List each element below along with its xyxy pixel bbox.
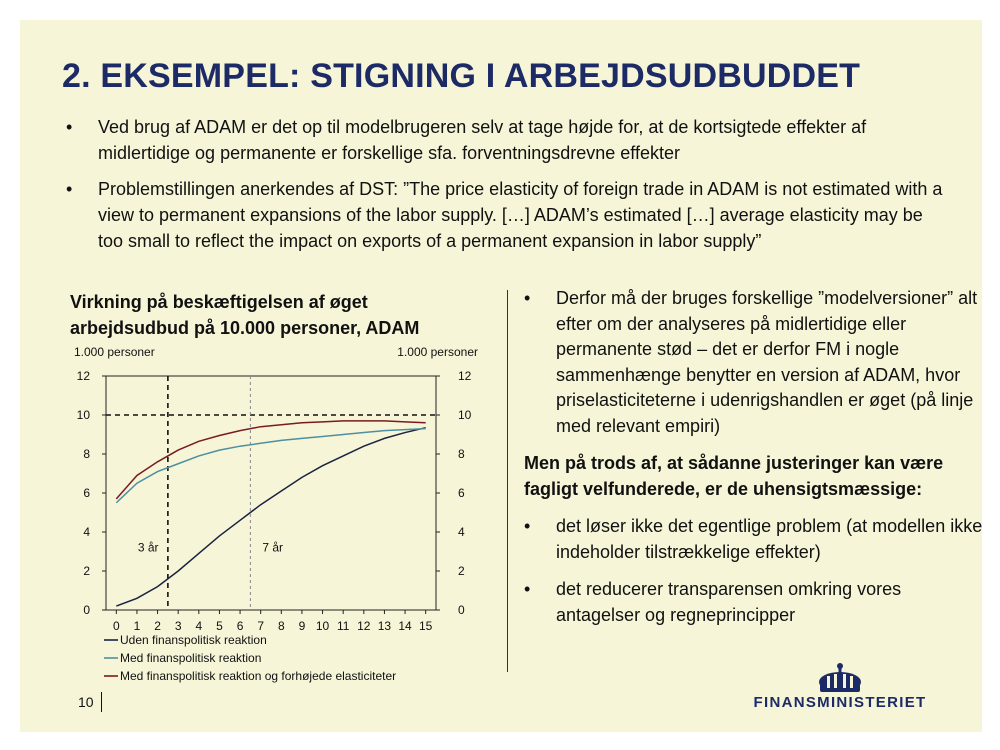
chart-title: Virkning på beskæftigelsen af øget arbejdsudbud på 10.000 personer, ADAM: [70, 292, 420, 338]
bullet-marker: •: [66, 179, 73, 199]
y-axis-label-right: 1.000 personer: [397, 345, 478, 359]
y-tick-label-left: 2: [83, 564, 90, 578]
column-divider: [507, 290, 508, 672]
x-tick-label: 0: [112, 619, 120, 633]
x-tick-label: 6: [236, 619, 244, 633]
x-tick-label: 15: [419, 619, 433, 633]
bullet-2-text: Problemstillingen anerkendes af DST: ”The price elasticity of foreign trade in ADAM is not estimated with a view to permanent expansions of the labor supply. […] ADAM’s estimated […] average elasticity may be too small to reflect the impact on exports of a permanent expansion in labor supply”: [98, 179, 943, 251]
bullet-marker: •: [524, 516, 531, 536]
x-tick-label: 12: [357, 619, 371, 633]
y-tick-label-right: 10: [458, 408, 472, 422]
bullet-1-text: Ved brug af ADAM er det op til modelbrugeren selv at tage højde for, at de kortsigtede effekter af midlertidige og permanente er forskellige sfa. forventningsdrevne effekter: [98, 117, 867, 163]
right-bullet-1: [524, 286, 984, 439]
employment-chart: [60, 340, 480, 690]
x-tick-label: 4: [195, 619, 203, 633]
y-tick-label-right: 8: [458, 447, 465, 461]
right-bullet-1-text: Derfor må der bruges forskellige ”modelversioner” alt efter om der analyseres på midlertidige eller permanente stød – det er derfor FM i nogle sammenhænge benytter en version af ADAM, hvor priselasticiteterne i udenrigshandlen er øget (på linje med relevant empiri): [556, 288, 978, 436]
y-axis-label-left: 1.000 personer: [74, 345, 155, 359]
y-tick-label-left: 10: [76, 408, 90, 422]
right-bullet-2-text: det løser ikke det egentlige problem (at modellen ikke indeholder tilstrækkelige effekter): [556, 516, 983, 562]
y-tick-label-left: 4: [83, 525, 90, 539]
y-tick-label-left: 12: [76, 369, 90, 383]
page-number-divider: [101, 692, 102, 712]
x-tick-label: 7: [257, 619, 265, 633]
x-tick-label: 5: [216, 619, 223, 633]
y-tick-label-right: 12: [458, 369, 472, 383]
series-line-1: [116, 428, 425, 606]
y-tick-label-left: 8: [83, 447, 90, 461]
x-tick-label: 1: [133, 619, 141, 633]
page-number: 10: [78, 694, 94, 710]
bullet-marker: •: [524, 579, 531, 599]
y-tick-label-right: 6: [458, 486, 465, 500]
y-tick-label-left: 0: [83, 603, 90, 617]
x-tick-label: 14: [398, 619, 412, 633]
y-tick-label-left: 6: [83, 486, 90, 500]
right-bullet-3: [524, 577, 984, 628]
x-tick-label: 2: [154, 619, 161, 633]
vertical-marker-label-1: 3 år: [137, 540, 159, 555]
x-tick-label: 3: [174, 619, 182, 633]
crown-icon: [750, 660, 930, 694]
y-tick-label-right: 2: [458, 564, 465, 578]
right-bullet-3-text: det reducerer transparensen omkring vores antagelser og regneprincipper: [556, 579, 902, 625]
slide-title: 2. EKSEMPEL: STIGNING I ARBEJDSUDBUDDET: [62, 57, 861, 95]
legend-label-2: Med finanspolitisk reaktion: [120, 651, 262, 665]
y-tick-label-right: 4: [458, 525, 465, 539]
right-bold-text: Men på trods af, at sådanne justeringer kan være fagligt velfunderede, er de uhensigtsmæssige:: [524, 453, 944, 499]
series-line-3: [116, 421, 425, 499]
logo-text: FINANSMINISTERIET: [753, 694, 927, 711]
legend-label-1: Uden finanspolitisk reaktion: [120, 633, 267, 647]
legend-label-3: Med finanspolitisk reaktion og forhøjede elasticiteter: [120, 669, 397, 683]
x-tick-label: 8: [277, 619, 285, 633]
y-tick-label-right: 0: [458, 603, 465, 617]
right-column: [524, 286, 984, 628]
plot-frame: [106, 376, 436, 610]
x-tick-label: 13: [377, 619, 392, 633]
x-tick-label: 11: [336, 619, 350, 633]
bullet-marker: •: [524, 288, 531, 308]
right-bullet-2: [524, 514, 984, 565]
bullet-marker: •: [66, 117, 73, 137]
vertical-marker-label-2: 7 år: [262, 540, 284, 555]
x-tick-label: 9: [298, 619, 306, 633]
finansministeriet-logo: [750, 660, 930, 710]
x-tick-label: 10: [315, 619, 330, 633]
